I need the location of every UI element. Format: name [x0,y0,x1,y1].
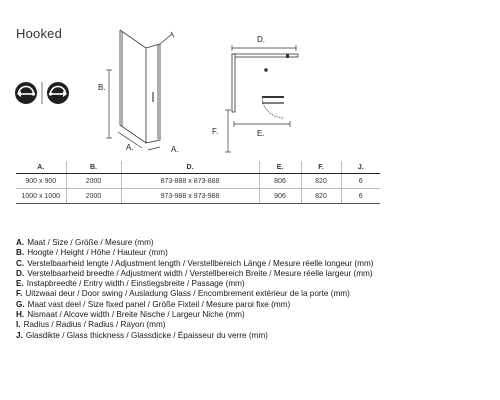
dim-label-b: B. [98,83,106,92]
legend-item [16,331,486,341]
legend-item [16,320,486,330]
plan-door [262,96,284,118]
table-cell: 1000 x 1000 [16,189,66,204]
column-header: E. [259,161,301,174]
table-row [16,174,380,189]
dim-label-f: F. [212,127,219,136]
legend-text: Hoogte / Height / Höhe / Hauteur (mm) [27,248,168,258]
column-header: A. [16,161,66,174]
drain-icon [264,68,268,72]
legend-key: C. [16,258,25,268]
dimension-lines [106,70,160,150]
legend-item [16,238,486,248]
rotate-left-icon [15,82,37,104]
legend-key: J. [16,330,23,340]
legend-text: Glasdikte / Glass thickness / Glassdicke / Épaisseur du verre (mm) [25,330,268,340]
table-cell: 2000 [66,174,121,189]
legend-text: Uitzwaai deur / Door swing / Ausladung Glass / Encombrement extérieur de la porte (mm) [25,289,350,299]
legend-key: A. [16,238,25,247]
enclosure-outline [120,30,174,143]
dim-label-e: E. [257,129,265,138]
legend-key: I. [16,320,21,330]
enclosure-3d-drawing [96,20,198,156]
table-cell: 820 [301,174,341,189]
specs-table [16,161,380,204]
legend-item [16,300,486,310]
table-cell: 6 [341,189,380,204]
table-cell: 873-888 x 873-888 [121,174,259,189]
legend-key: G. [16,299,25,309]
legend-key: E. [16,279,24,289]
legend-item [16,269,486,279]
dim-label-a-left: A. [126,143,134,152]
table-cell: 973-988 x 973-988 [121,189,259,204]
legend-text: Maat vast deel / Size fixed panel / Größe Fixteil / Mesure paroi fixe (mm) [27,299,291,309]
dimension-legend [16,238,486,341]
enclosure-plan-drawing [200,26,312,164]
table-row [16,189,380,204]
column-header: D. [121,161,259,174]
table-header-row [16,161,380,174]
table-cell: 900 x 900 [16,174,66,189]
table-cell: 6 [341,174,380,189]
legend-item [16,248,486,258]
legend-key: H. [16,310,25,320]
legend-key: F. [16,289,23,299]
product-title: Hooked [16,26,63,41]
column-header: F. [301,161,341,174]
legend-text: Verstelbaarheid lengte / Adjustment length / Verstellbereich Länge / Mesure réelle longeur (mm) [27,258,374,268]
rotate-right-icon [47,82,69,104]
legend-key: D. [16,268,25,278]
table-cell: 806 [259,174,301,189]
legend-item [16,289,486,299]
legend-item [16,279,486,289]
column-header: J. [341,161,380,174]
dim-label-d: D. [257,35,265,44]
legend-text: Nismaat / Alcove width / Breite Nische / Largeur Niche (mm) [27,310,245,320]
legend-item [16,310,486,320]
column-header: B. [66,161,121,174]
legend-text: Verstelbaarheid breedte / Adjustment width / Verstellbereich Breite / Mesure réelle largeur (mm) [27,268,373,278]
table-cell: 2000 [66,189,121,204]
legend-item [16,259,486,269]
rotation-icons [14,80,70,106]
legend-text: Maat / Size / Größe / Mesure (mm) [27,238,154,247]
legend-text: Radius / Radius / Radius / Rayon (mm) [23,320,166,330]
legend-key: B. [16,248,25,258]
legend-text: Instapbreedte / Entry width / Einstiegsbreite / Passage (mm) [26,279,245,289]
dim-label-a-right: A. [171,145,179,154]
table-cell: 820 [301,189,341,204]
table-cell: 906 [259,189,301,204]
